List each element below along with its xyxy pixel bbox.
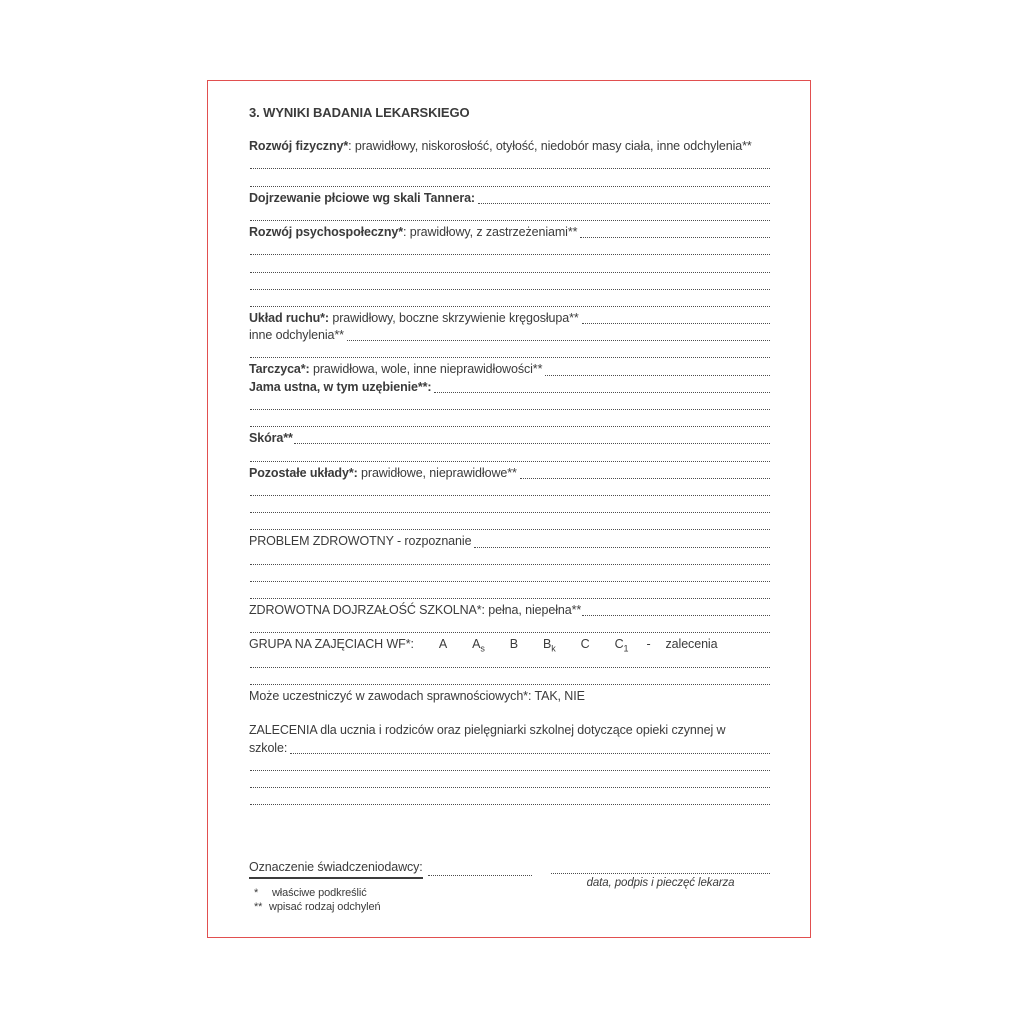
field-label: Rozwój fizyczny* bbox=[249, 139, 349, 153]
dotted-fill-line bbox=[249, 396, 770, 413]
dotted-fill-line bbox=[249, 293, 770, 310]
dotted-fill-line bbox=[249, 551, 770, 568]
dotted-fill bbox=[520, 478, 770, 479]
field-label: Pozostałe układy*: bbox=[249, 465, 358, 480]
footer bbox=[249, 860, 770, 914]
dotted-fill bbox=[250, 409, 770, 410]
dotted-fill bbox=[250, 529, 770, 530]
dotted-fill bbox=[250, 770, 770, 771]
form-content bbox=[208, 81, 810, 914]
dotted-fill bbox=[478, 203, 770, 204]
field-rozwoj-psychospoleczny bbox=[249, 224, 770, 241]
wf-option-c1: $C_1$ bbox=[614, 637, 629, 654]
field-label: ZALECENIA dla ucznia i rodziców oraz pielęgniarki szkolnej dotyczące opieki czynnej w bbox=[249, 723, 726, 738]
field-jama-ustna bbox=[249, 379, 770, 396]
dotted-fill-line bbox=[249, 619, 770, 636]
field-pozostale-uklady bbox=[249, 465, 770, 482]
field-options: prawidłowy, boczne skrzywienie kręgosłupa** bbox=[328, 310, 579, 325]
dotted-fill bbox=[250, 598, 770, 599]
dotted-fill bbox=[250, 804, 770, 805]
dotted-fill bbox=[290, 753, 770, 754]
field-label: Tarczyca*: bbox=[249, 362, 310, 377]
wf-option-as: $A_s$ bbox=[472, 637, 485, 654]
dotted-fill-line bbox=[249, 791, 770, 808]
dotted-fill bbox=[434, 392, 770, 393]
dotted-fill-line bbox=[249, 568, 770, 585]
dotted-fill bbox=[250, 461, 770, 462]
field-label: inne odchylenia** bbox=[249, 328, 344, 343]
field-label: Dojrzewanie płciowe wg skali Tannera: bbox=[249, 190, 475, 205]
dotted-fill-line bbox=[249, 344, 770, 361]
dotted-fill bbox=[250, 632, 770, 633]
dotted-fill bbox=[250, 426, 770, 427]
field-options: prawidłowa, wole, inne nieprawidłowości** bbox=[309, 362, 543, 377]
field-label: Skóra** bbox=[249, 431, 293, 446]
field-zalecenia-line2 bbox=[249, 740, 770, 757]
footnote-text: właściwe podkreślić bbox=[269, 887, 367, 900]
field-options: prawidłowe, nieprawidłowe** bbox=[357, 465, 517, 480]
dotted-fill-line bbox=[249, 447, 770, 464]
dotted-fill bbox=[294, 443, 770, 444]
provider-label: Oznaczenie świadczeniodawcy: bbox=[249, 860, 423, 879]
footnote-mark: ** bbox=[254, 901, 263, 914]
dotted-fill-line bbox=[249, 774, 770, 791]
wf-option-c: C bbox=[580, 637, 590, 652]
dotted-fill-line bbox=[249, 585, 770, 602]
section-heading: 3. WYNIKI BADANIA LEKARSKIEGO bbox=[249, 105, 470, 120]
field-zawody bbox=[249, 688, 770, 705]
dotted-fill bbox=[545, 375, 770, 376]
field-tarczyca bbox=[249, 361, 770, 378]
dotted-fill bbox=[428, 875, 532, 876]
field-uklad-ruchu bbox=[249, 310, 770, 327]
dotted-fill bbox=[250, 254, 770, 255]
form-page bbox=[207, 80, 811, 938]
footnote-1 bbox=[249, 886, 535, 900]
footnotes bbox=[249, 886, 535, 914]
dotted-fill bbox=[250, 168, 770, 169]
dotted-fill-line bbox=[249, 172, 770, 189]
field-label: GRUPA NA ZAJĘCIACH WF*: bbox=[249, 637, 414, 652]
dotted-fill-line bbox=[249, 757, 770, 774]
dotted-fill-line bbox=[249, 482, 770, 499]
dotted-fill bbox=[250, 512, 770, 513]
dotted-fill bbox=[582, 323, 770, 324]
provider-line bbox=[249, 860, 535, 879]
dotted-fill bbox=[250, 667, 770, 668]
field-rozwoj-fizyczny bbox=[249, 138, 770, 155]
dotted-fill bbox=[582, 615, 770, 616]
dotted-fill-line bbox=[249, 516, 770, 533]
field-label: Rozwój psychospołeczny* bbox=[249, 224, 403, 239]
wf-option-bk: $B_k$ bbox=[543, 637, 556, 654]
field-zalecenia-line1 bbox=[249, 722, 770, 739]
dotted-fill bbox=[250, 787, 770, 788]
field-label: szkole: bbox=[249, 740, 288, 755]
wf-dash: - bbox=[646, 637, 651, 652]
wf-suffix: zalecenia bbox=[665, 637, 718, 652]
field-dojrzewanie-plciowe bbox=[249, 190, 770, 207]
footnote-2 bbox=[249, 900, 535, 914]
provider-block bbox=[249, 860, 535, 914]
field-grupa-wf bbox=[249, 636, 770, 653]
dotted-fill-line bbox=[249, 276, 770, 293]
dotted-fill-line bbox=[249, 413, 770, 430]
dotted-fill-line bbox=[249, 499, 770, 516]
dotted-fill bbox=[580, 237, 770, 238]
dotted-fill bbox=[250, 289, 770, 290]
dotted-fill bbox=[250, 495, 770, 496]
dotted-fill bbox=[250, 306, 770, 307]
dotted-fill bbox=[347, 340, 770, 341]
wf-option-b: B bbox=[509, 637, 519, 652]
field-label: Może uczestniczyć w zawodach sprawnościowych*: TAK, NIE bbox=[249, 689, 585, 703]
dotted-fill-line bbox=[249, 671, 770, 688]
field-problem-zdrowotny bbox=[249, 533, 770, 550]
dotted-fill bbox=[250, 684, 770, 685]
dotted-fill bbox=[250, 272, 770, 273]
wf-option-a: A bbox=[438, 637, 448, 652]
footnote-text: wpisać rodzaj odchyleń bbox=[269, 901, 381, 914]
dotted-fill bbox=[250, 581, 770, 582]
dotted-fill-line bbox=[249, 155, 770, 172]
dotted-fill-line bbox=[249, 207, 770, 224]
field-options: : prawidłowy, z zastrzeżeniami** bbox=[402, 224, 578, 239]
dotted-fill-line bbox=[249, 241, 770, 258]
dotted-fill bbox=[250, 220, 770, 221]
dotted-fill bbox=[474, 547, 770, 548]
dotted-fill-line bbox=[249, 258, 770, 275]
field-label: Układ ruchu*: bbox=[249, 310, 329, 325]
footnote-mark: * bbox=[254, 887, 259, 900]
dotted-fill bbox=[250, 186, 770, 187]
field-inne-odchylenia bbox=[249, 327, 770, 344]
field-label: PROBLEM ZDROWOTNY - rozpoznanie bbox=[249, 534, 472, 549]
dotted-fill bbox=[551, 860, 770, 874]
field-zdrowotna-dojrzalosc bbox=[249, 602, 770, 619]
field-skora bbox=[249, 430, 770, 447]
field-label: Jama ustna, w tym uzębienie**: bbox=[249, 379, 432, 394]
dotted-fill bbox=[250, 564, 770, 565]
dotted-fill bbox=[250, 357, 770, 358]
field-label: ZDROWOTNA DOJRZAŁOŚĆ SZKOLNA*: pełna, niepełna** bbox=[249, 603, 582, 618]
field-options: : prawidłowy, niskorosłość, otyłość, niedobór masy ciała, inne odchylenia** bbox=[348, 139, 752, 153]
signature-caption: data, podpis i pieczęć lekarza bbox=[586, 877, 735, 890]
signature-block bbox=[551, 860, 770, 889]
